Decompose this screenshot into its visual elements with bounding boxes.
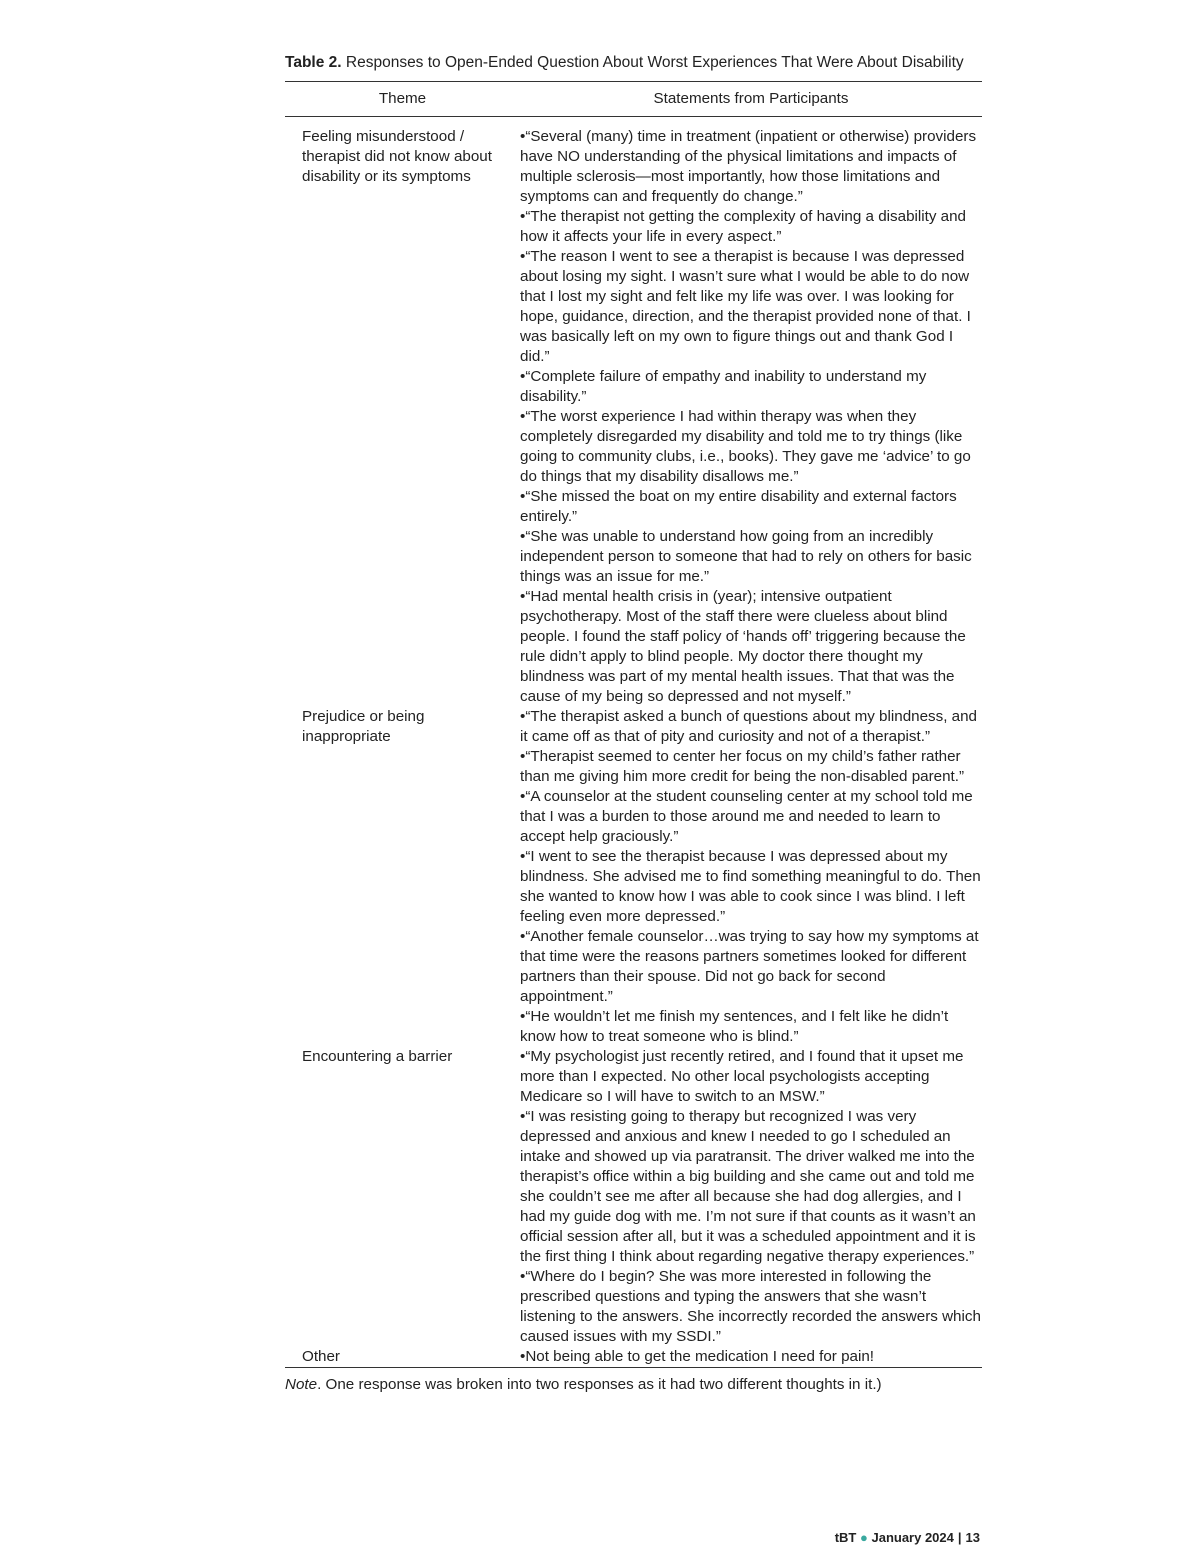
participant-statement: •“Where do I begin? She was more interested in following the prescribed questions and typing the answers that she wasn’t listening to the answers. She incorrectly recorded the answers which caused issues with my SSDI.” <box>520 1268 981 1345</box>
participant-statement: •“The reason I went to see a therapist is because I was depressed about losing my sight. I wasn’t sure what I would be able to do now that I lost my sight and felt like my life was over. I was looking for hope, guidance, direction, and the therapist provided none of that. I was basically left on my own to figure things out and thank God I did.” <box>520 248 971 365</box>
header-statements: Statements from Participants <box>520 82 982 117</box>
theme-cell: Feeling misunderstood / therapist did not know about disability or its symptoms <box>302 128 492 185</box>
statements-cell <box>520 1347 982 1368</box>
participant-statement: •“Another female counselor…was trying to say how my symptoms at that time were the reasons partners sometimes looked for different partners than their spouse. Did not go back for second appointment.” <box>520 928 979 1005</box>
table-row <box>285 707 982 1047</box>
statements-cell <box>520 1047 982 1347</box>
table-row <box>285 117 982 708</box>
table-body <box>285 117 982 1368</box>
table-caption-text: Responses to Open-Ended Question About Worst Experiences That Were About Disability <box>345 54 964 71</box>
footer-page-number: 13 <box>965 1530 980 1545</box>
participant-statement: •“He wouldn’t let me finish my sentences, and I felt like he didn’t know how to treat someone who is blind.” <box>520 1008 949 1045</box>
footer-dot-icon: ● <box>860 1530 868 1545</box>
note-label: Note <box>285 1376 318 1393</box>
participant-statement: •“She missed the boat on my entire disability and external factors entirely.” <box>520 488 957 525</box>
participant-statement: •“My psychologist just recently retired, and I found that it upset me more than I expected. No other local psychologists accepting Medicare so I will have to switch to an MSW.” <box>520 1048 964 1105</box>
header-theme: Theme <box>285 82 520 117</box>
participant-statement: •“The therapist asked a bunch of questions about my blindness, and it came off as that of pity and curiosity and not of a therapist.” <box>520 708 978 745</box>
participant-statement: •“I went to see the therapist because I was depressed about my blindness. She advised me to find something meaningful to do. Then she wanted to know how I was able to cook since I was blind. I left feeling even more depressed.” <box>520 848 981 925</box>
participant-statement: •“Had mental health crisis in (year); intensive outpatient psychotherapy. Most of the staff there were clueless about blind people. I found the staff policy of ‘hands off’ triggering because the rule didn’t apply to blind people. My doctor there thought my blindness was part of my mental health issues. That that was the cause of my being so depressed and not myself.” <box>520 588 966 705</box>
theme-cell: Other <box>285 1347 520 1368</box>
participant-statement: •Not being able to get the medication I need for pain! <box>520 1348 875 1365</box>
table-caption <box>285 52 982 74</box>
responses-table <box>285 81 982 1368</box>
table-container <box>285 52 982 1395</box>
participant-statement: •“Therapist seemed to center her focus on my child’s father rather than me giving him more credit for being the non-disabled parent.” <box>520 748 965 785</box>
table-row <box>285 1047 982 1347</box>
table-header-row <box>285 82 982 117</box>
theme-cell: Encountering a barrier <box>302 1048 453 1065</box>
participant-statement: •“A counselor at the student counseling center at my school told me that I was a burden to those around me and needed to learn to accept help graciously.” <box>520 788 973 845</box>
table-row <box>285 1347 982 1368</box>
note-text: . One response was broken into two responses as it had two different thoughts in it.) <box>317 1376 882 1393</box>
theme-cell: Prejudice or being inappropriate <box>302 708 425 745</box>
footer-journal: tBT <box>834 1530 857 1545</box>
participant-statement: •“She was unable to understand how going from an incredibly independent person to someone that had to rely on others for basic things was an issue for me.” <box>520 528 972 585</box>
table-caption-label: Table 2. <box>285 54 342 71</box>
footer-separator: | <box>957 1530 962 1545</box>
participant-statement: •“I was resisting going to therapy but recognized I was very depressed and anxious and knew I needed to go I scheduled an intake and showed up via paratransit. The driver walked me into the therapist’s office within a big building and she came out and told me she couldn’t see me after all because she had dog allergies, and I had my guide dog with me. I’m not sure if that counts as it wasn’t an official session after all, but it was a scheduled appointment and it is the first thing I think about regarding negative therapy experiences.” <box>520 1108 976 1265</box>
page-footer <box>835 1530 980 1545</box>
participant-statement: •“Several (many) time in treatment (inpatient or otherwise) providers have NO understanding of the physical limitations and impacts of multiple sclerosis—most importantly, how those limitations and symptoms can and frequently do change.” <box>520 128 977 205</box>
participant-statement: •“Complete failure of empathy and inability to understand my disability.” <box>520 368 927 405</box>
participant-statement: •“The worst experience I had within therapy was when they completely disregarded my disability and told me to try things (like going to community clubs, i.e., books). They gave me ‘advice’ to go do things that my disability disallows me.” <box>520 408 971 485</box>
participant-statement: •“The therapist not getting the complexity of having a disability and how it affects your life in every aspect.” <box>520 208 967 245</box>
statements-cell <box>520 117 982 708</box>
table-note <box>285 1375 982 1395</box>
footer-date: January 2024 <box>871 1530 954 1545</box>
statements-cell <box>520 707 982 1047</box>
